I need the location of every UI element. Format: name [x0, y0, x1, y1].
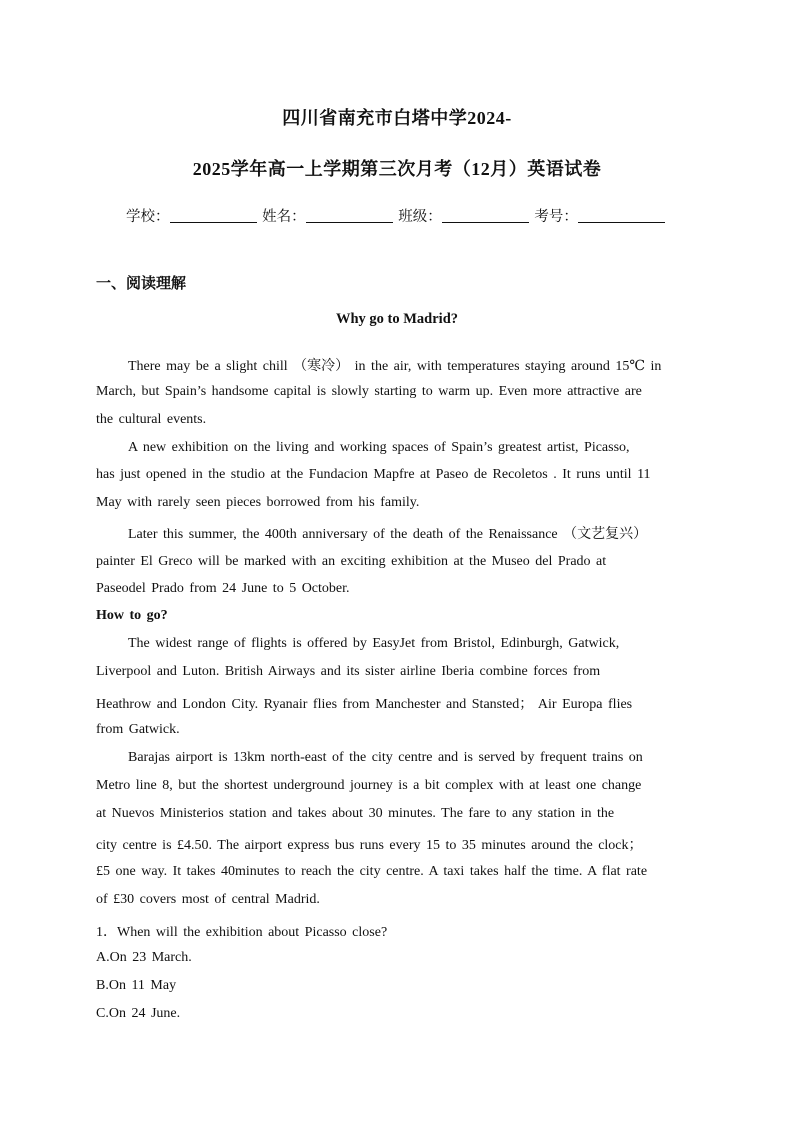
- name-blank[interactable]: [306, 208, 393, 223]
- passage-line: Barajas airport is 13km north-east of the city centre and is served by frequent trains on: [128, 750, 643, 765]
- passage-title: Why go to Madrid?: [335, 311, 459, 327]
- name-label: 姓名：: [262, 209, 306, 225]
- school-label: 学校：: [126, 209, 170, 225]
- exam-title-line-2: 2025学年高一上学期第三次月考（12月）英语试卷: [192, 159, 602, 179]
- exam-number-label: 考号：: [534, 209, 578, 225]
- passage-line: painter El Greco will be marked with an exciting exhibition at the Museo del Prado at: [96, 554, 607, 569]
- passage-line: city centre is £4.50. The airport express bus runs every 15 to 35 minutes around the clock；: [96, 838, 643, 853]
- passage-line: Heathrow and London City. Ryanair flies from Manchester and Stansted； Air Europa flies: [96, 697, 633, 712]
- passage-line: A new exhibition on the living and working spaces of Spain’s greatest artist, Picasso,: [128, 440, 630, 455]
- answer-option-c[interactable]: C.On 24 June.: [96, 1006, 181, 1021]
- class-label: 班级：: [398, 209, 442, 225]
- passage-line: Metro line 8, but the shortest underground journey is a bit complex with at least one change: [96, 778, 642, 793]
- passage-line: the cultural events.: [96, 412, 207, 427]
- passage-line: of £30 covers most of central Madrid.: [96, 892, 320, 907]
- passage-line: has just opened in the studio at the Fundacion Mapfre at Paseo de Recoletos . It runs until 11: [96, 467, 651, 482]
- question-stem: 1．When will the exhibition about Picasso close?: [96, 925, 388, 940]
- passage-line: Paseodel Prado from 24 June to 5 October.: [96, 581, 350, 596]
- passage-line: from Gatwick.: [96, 722, 180, 737]
- passage-line: Later this summer, the 400th anniversary of the death of the Renaissance （文艺复兴）: [128, 527, 648, 542]
- section-heading: 一、阅读理解: [96, 276, 187, 292]
- answer-option-a[interactable]: A.On 23 March.: [96, 950, 192, 965]
- school-blank[interactable]: [170, 208, 257, 223]
- passage-line: at Nuevos Ministerios station and takes about 30 minutes. The fare to any station in the: [96, 806, 615, 821]
- exam-title-line-1: 四川省南充市白塔中学2024-: [282, 108, 512, 128]
- passage-line: March, but Spain’s handsome capital is slowly starting to warm up. Even more attractive are: [96, 384, 642, 399]
- passage-line: The widest range of flights is offered by EasyJet from Bristol, Edinburgh, Gatwick,: [128, 636, 620, 651]
- student-info-fields: [126, 205, 667, 226]
- answer-option-b[interactable]: B.On 11 May: [96, 978, 177, 993]
- exam-number-blank[interactable]: [578, 208, 665, 223]
- passage-line: May with rarely seen pieces borrowed from his family.: [96, 495, 420, 510]
- passage-line: There may be a slight chill （寒冷） in the air, with temperatures staying around 15℃ in: [128, 359, 662, 374]
- passage-subheading: How to go?: [96, 608, 168, 623]
- class-blank[interactable]: [442, 208, 529, 223]
- passage-line: £5 one way. It takes 40minutes to reach the city centre. A taxi takes half the time. A flat rate: [96, 864, 648, 879]
- passage-line: Liverpool and Luton. British Airways and its sister airline Iberia combine forces from: [96, 664, 601, 679]
